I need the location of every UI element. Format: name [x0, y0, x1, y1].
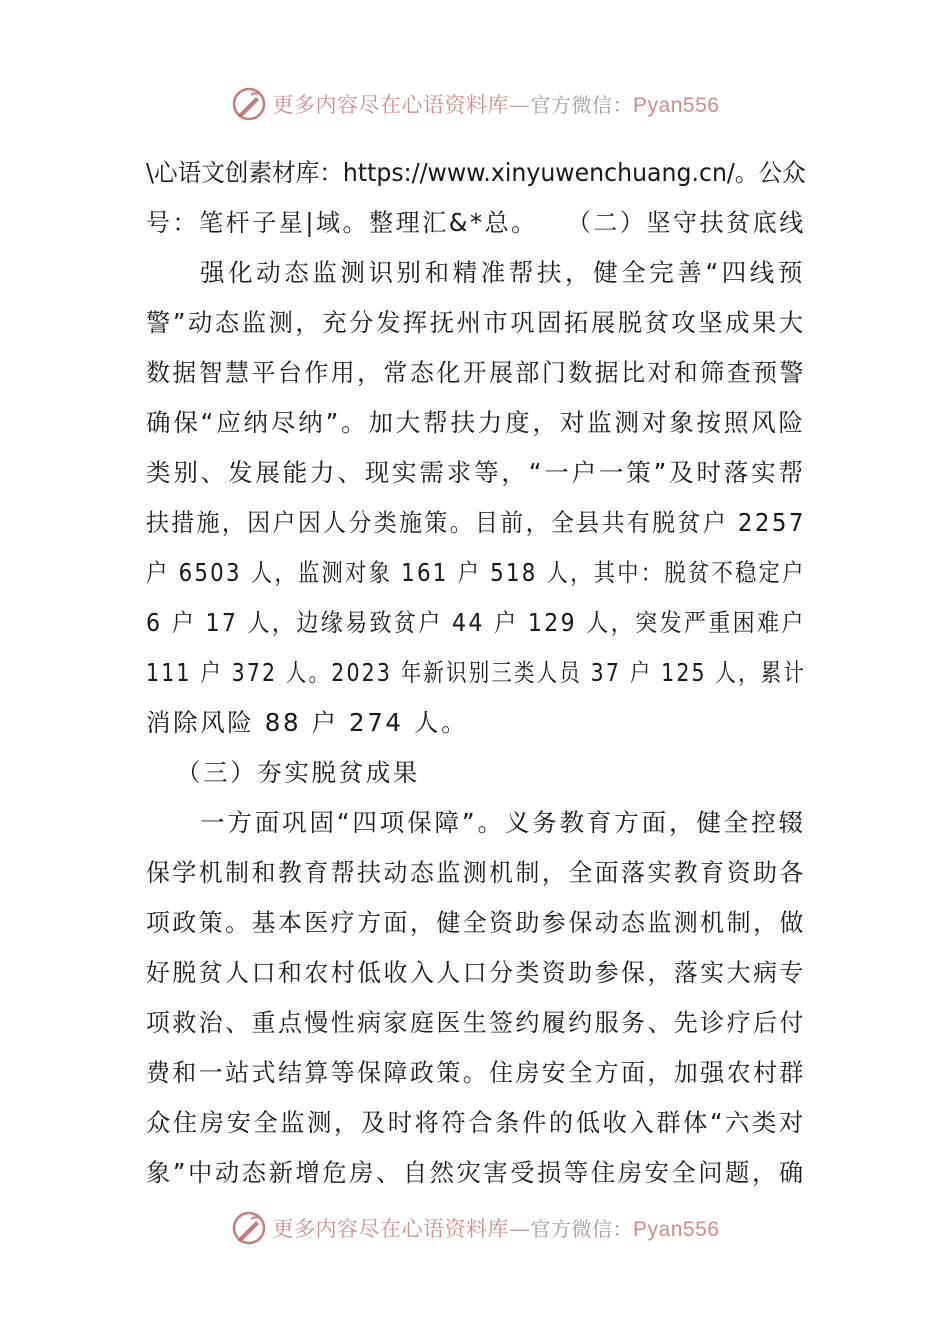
- watermark-text: [273, 1213, 720, 1243]
- line-text: 数据智慧平台作用，常态化开展部门数据比对和筛查预警: [146, 358, 806, 387]
- text-line: [146, 948, 806, 998]
- line-text: 一方面巩固“四项保障”。义务教育方面，健全控辍: [200, 808, 806, 837]
- section-heading: [146, 748, 806, 798]
- text-line: [146, 1048, 806, 1098]
- pen-logo-icon: [231, 86, 267, 122]
- text-line: [146, 1098, 806, 1148]
- text-line: [146, 848, 806, 898]
- line-text: （三）夯实脱贫成果: [176, 758, 420, 787]
- document-body: [146, 148, 806, 1198]
- line-text: 警”动态监测，充分发挥抚州市巩固拓展脱贫攻坚成果大: [146, 308, 806, 337]
- line-text: \心语文创素材库：https://www.xinyuwenchuang.cn/。公众: [146, 158, 806, 187]
- text-line: [146, 548, 806, 598]
- text-line: [146, 298, 806, 348]
- watermark-text: [273, 89, 720, 119]
- watermark-wechat-id: Pyan556: [633, 1218, 720, 1241]
- watermark-wechat-label: 官方微信：: [530, 1217, 634, 1241]
- text-line: [146, 398, 806, 448]
- line-text: 号：笔杆子星|域。整理汇&*总。 （二）坚守扶贫底线: [146, 208, 806, 237]
- line-text: 扶措施，因户因人分类施策。目前，全县共有脱贫户 2257: [146, 508, 806, 537]
- line-text: 费和一站式结算等保障政策。住房安全方面，加强农村群: [146, 1058, 806, 1087]
- line-text: 好脱贫人口和农村低收入人口分类资助参保，落实大病专: [146, 958, 806, 987]
- line-text: 确保“应纳尽纳”。加大帮扶力度，对监测对象按照风险: [146, 408, 806, 437]
- text-line: [146, 448, 806, 498]
- watermark-header: [0, 84, 950, 124]
- line-text: 6 户 17 人，边缘易致贫户 44 户 129 人，突发严重困难户: [146, 608, 806, 637]
- line-text: 类别、发展能力、现实需求等，“一户一策”及时落实帮: [146, 458, 806, 487]
- text-line: [146, 998, 806, 1048]
- line-text: 消除风险 88 户 274 人。: [146, 708, 469, 737]
- watermark-wechat-id: Pyan556: [633, 94, 720, 117]
- watermark-site: 更多内容尽在心语资料库: [272, 1217, 510, 1241]
- watermark-wechat-label: 官方微信：: [530, 93, 634, 117]
- line-text: 众住房安全监测，及时将符合条件的低收入群体“六类对: [146, 1108, 806, 1137]
- line-text: 111 户 372 人。2023 年新识别三类人员 37 户 125 人，累计: [146, 658, 807, 687]
- watermark-footer: [0, 1208, 950, 1248]
- text-line: [146, 148, 806, 198]
- line-text: 象”中动态新增危房、自然灾害受损等住房安全问题，确: [146, 1158, 806, 1187]
- watermark-dash: —: [509, 1217, 531, 1241]
- line-text: 项救治、重点慢性病家庭医生签约履约服务、先诊疗后付: [146, 1008, 806, 1037]
- watermark-dash: —: [509, 93, 531, 117]
- paragraph-start-line: [146, 798, 806, 848]
- line-text: 项政策。基本医疗方面，健全资助参保动态监测机制，做: [146, 908, 806, 937]
- text-line: [146, 648, 806, 698]
- text-line: [146, 598, 806, 648]
- watermark-site: 更多内容尽在心语资料库: [272, 93, 510, 117]
- line-text: 户 6503 人，监测对象 161 户 518 人，其中：脱贫不稳定户: [146, 558, 806, 587]
- pen-logo-icon: [231, 1210, 267, 1246]
- text-line: [146, 1148, 806, 1198]
- line-text: 强化动态监测识别和精准帮扶，健全完善“四线预: [200, 258, 806, 287]
- text-line: [146, 698, 806, 748]
- text-line: [146, 348, 806, 398]
- text-line: [146, 498, 806, 548]
- text-line: [146, 898, 806, 948]
- paragraph-start-line: [146, 248, 806, 298]
- line-text: 保学机制和教育帮扶动态监测机制，全面落实教育资助各: [146, 858, 806, 887]
- text-line: [146, 198, 806, 248]
